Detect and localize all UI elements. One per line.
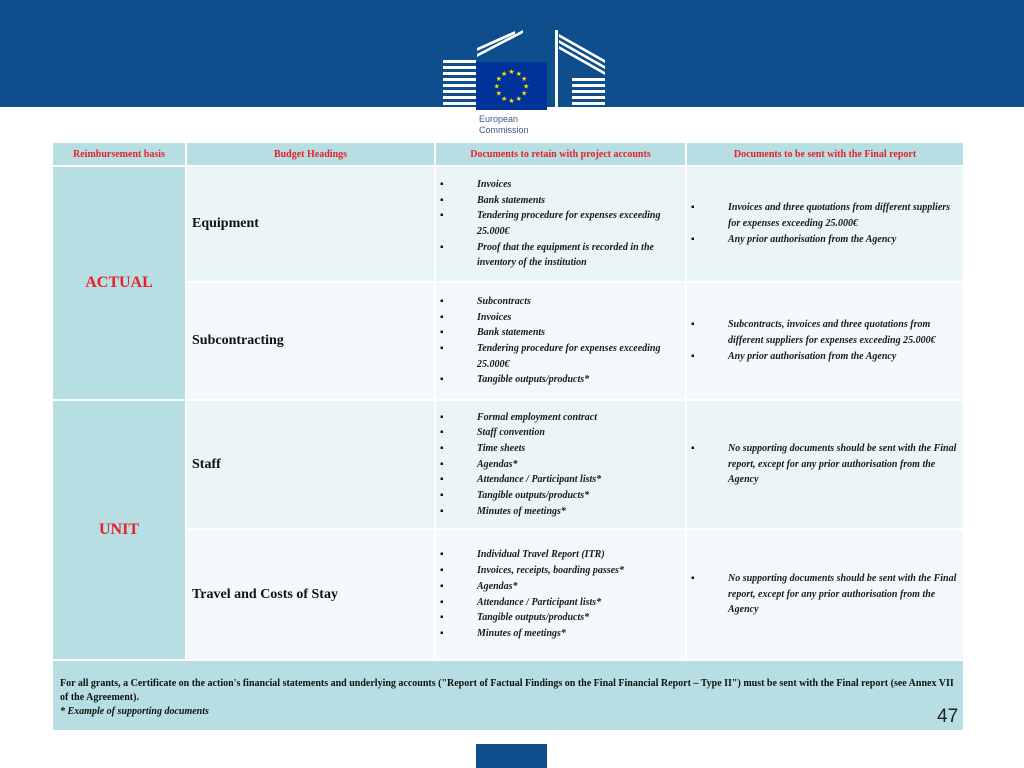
page-number: 47: [937, 706, 959, 727]
list-item: ▪ No supporting documents should be sent with the Final report, except for any prior authorisation from the Agency: [687, 441, 963, 488]
list-item: ▪ Subcontracts, invoices and three quotations from different suppliers for expenses exceeding 25.000€: [687, 317, 963, 348]
list-item: ▪ Attendance / Participant lists*: [436, 595, 685, 611]
svg-text:★: ★: [501, 95, 508, 103]
basis-unit: UNIT: [53, 401, 185, 659]
retain-list: [436, 547, 685, 641]
list-item: ▪ Tendering procedure for expenses exceeding 25.000€: [436, 341, 685, 372]
logo-text-line1: European: [479, 114, 519, 124]
list-item: ▪ Individual Travel Report (ITR): [436, 547, 685, 563]
list-item: ▪ Invoices and three quotations from different suppliers for expenses exceeding 25.000€: [687, 200, 963, 231]
send-documents-staff: [687, 401, 963, 528]
list-item: ▪ Staff convention: [436, 425, 685, 441]
svg-text:★: ★: [508, 97, 515, 105]
budget-heading-subcontracting: Subcontracting: [187, 283, 434, 399]
list-item: ▪ Bank statements: [436, 325, 685, 341]
list-item: ▪ Invoices: [436, 177, 685, 193]
budget-heading-travel: Travel and Costs of Stay: [187, 530, 434, 659]
send-list: [687, 317, 963, 364]
header-budget-headings: Budget Headings: [187, 143, 434, 165]
list-item: ▪ Subcontracts: [436, 294, 685, 310]
send-list: [687, 200, 963, 247]
list-item: ▪ Minutes of meetings*: [436, 504, 685, 520]
list-item: ▪ Invoices, receipts, boarding passes*: [436, 563, 685, 579]
send-documents-subcontracting: [687, 283, 963, 399]
basis-actual: ACTUAL: [53, 167, 185, 399]
list-item: ▪ Tendering procedure for expenses exceeding 25.000€: [436, 208, 685, 239]
list-item: ▪ Tangible outputs/products*: [436, 372, 685, 388]
header-reimbursement-basis: Reimbursement basis: [53, 143, 185, 165]
svg-text:★: ★: [521, 75, 528, 83]
header-documents-send: Documents to be sent with the Final report: [687, 143, 963, 165]
svg-text:★: ★: [515, 95, 522, 103]
list-item: ▪ Agendas*: [436, 457, 685, 473]
send-documents-equipment: [687, 167, 963, 281]
retain-documents-equipment: [436, 167, 685, 281]
budget-heading-staff: Staff: [187, 401, 434, 528]
retain-list: [436, 410, 685, 520]
european-commission-logo: [443, 30, 605, 142]
retain-list: [436, 177, 685, 271]
logo-text-line2: Commission: [479, 125, 529, 135]
list-item: ▪ Time sheets: [436, 441, 685, 457]
budget-heading-equipment: Equipment: [187, 167, 434, 281]
retain-documents-subcontracting: [436, 283, 685, 399]
retain-documents-travel: [436, 530, 685, 659]
list-item: ▪ No supporting documents should be sent with the Final report, except for any prior authorisation from the Agency: [687, 571, 963, 618]
list-item: ▪ Minutes of meetings*: [436, 626, 685, 642]
list-item: ▪ Tangible outputs/products*: [436, 610, 685, 626]
list-item: ▪ Proof that the equipment is recorded in the inventory of the institution: [436, 240, 685, 271]
list-item: ▪ Any prior authorisation from the Agency: [687, 232, 963, 248]
svg-text:★: ★: [495, 89, 502, 98]
svg-text:★: ★: [508, 68, 515, 76]
send-documents-travel: [687, 530, 963, 659]
send-list: [687, 441, 963, 488]
retain-list: [436, 294, 685, 388]
list-item: ▪ Attendance / Participant lists*: [436, 472, 685, 488]
footer-certificate-text: For all grants, a Certificate on the action's financial statements and underlying accounts ("Report of Factual Findings on the Final Financial Report – Type II") must be sent with the Final report (see Annex VII of the Agreement).: [60, 678, 954, 703]
list-item: ▪ Tangible outputs/products*: [436, 488, 685, 504]
svg-text:★: ★: [521, 89, 528, 98]
svg-text:★: ★: [515, 70, 522, 78]
list-item: ▪ Agendas*: [436, 579, 685, 595]
svg-text:★: ★: [501, 70, 508, 78]
bottom-tab-decoration: [476, 744, 547, 768]
svg-text:★: ★: [493, 82, 500, 91]
footer-example-note: * Example of supporting documents: [60, 706, 209, 717]
send-list: [687, 571, 963, 618]
svg-text:★: ★: [523, 82, 530, 91]
list-item: ▪ Bank statements: [436, 193, 685, 209]
list-item: ▪ Formal employment contract: [436, 410, 685, 426]
list-item: ▪ Invoices: [436, 310, 685, 326]
svg-text:★: ★: [495, 75, 502, 83]
footer-note-box: [53, 661, 963, 730]
header-documents-retain: Documents to retain with project accounts: [436, 143, 685, 165]
retain-documents-staff: [436, 401, 685, 528]
list-item: ▪ Any prior authorisation from the Agency: [687, 349, 963, 365]
